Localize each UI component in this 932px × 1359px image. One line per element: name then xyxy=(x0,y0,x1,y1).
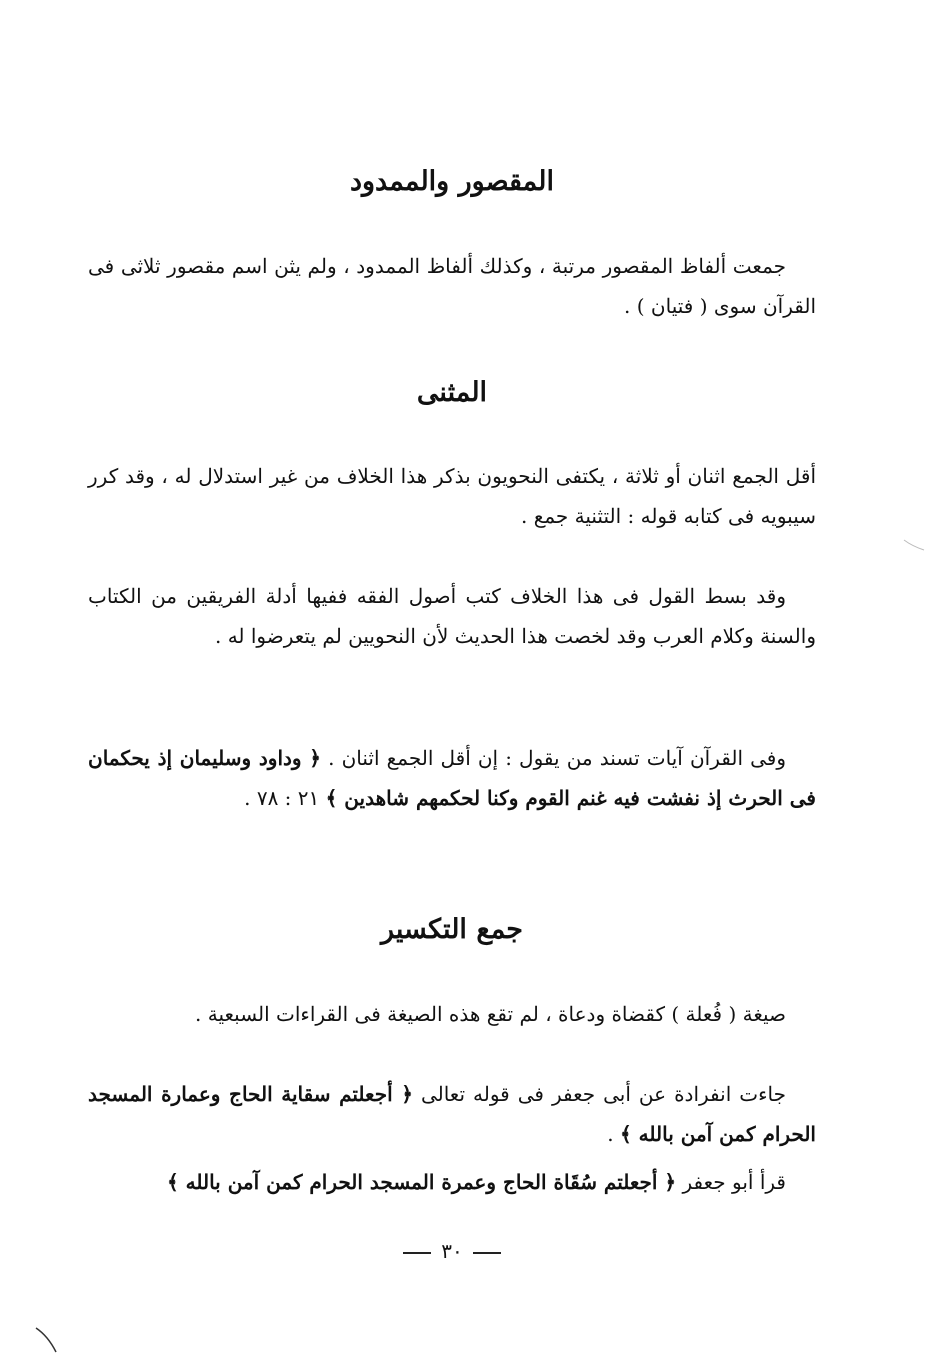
paragraph-reading xyxy=(88,1162,816,1202)
verse-intro: وفى القرآن آيات تسند من يقول : إن أقل الجمع اثنان . xyxy=(328,746,786,770)
section-title-muthanna: المثنى xyxy=(416,377,488,408)
reading-verse: ﴿ أجعلتم سُقَاة الحاج وعمرة المسجد الحرام كمن آمن بالله ﴾ xyxy=(166,1170,677,1194)
reading-intro: قرأ أبو جعفر xyxy=(682,1170,786,1194)
quran-verse: ﴿ أجعلتم سقاية الحاج وعمارة المسجد الحرام كمن آمن بالله ﴾ xyxy=(88,1082,816,1146)
paragraph-taksir-verse xyxy=(88,1074,816,1154)
paragraph-maqsur: جمعت ألفاظ المقصور مرتبة ، وكذلك ألفاظ الممدود ، ولم يثن اسم مقصور ثلاثى فى القرآن سوى ( فتيان ) . xyxy=(88,254,816,318)
verse-intro: جاءت انفرادة عن أبى جعفر فى قوله تعالى xyxy=(420,1082,786,1106)
paragraph-muthanna-2: وقد بسط القول فى هذا الخلاف كتب أصول الفقه ففيها أدلة الفريقين من الكتاب والسنة وكلام العرب وقد لخصت هذا الحديث لأن النحويين لم يتعرضوا له . xyxy=(88,584,816,648)
section-title-jam-taksir: جمع التكسير xyxy=(381,914,523,945)
section-title-maqsur-mamdud: المقصور والممدود xyxy=(349,166,555,197)
book-page xyxy=(88,0,816,1359)
page-number-value: ٣٠ xyxy=(441,1239,463,1263)
corner-mark xyxy=(34,1326,60,1354)
verse-end: . xyxy=(607,1122,614,1146)
paragraph-muthanna-verse xyxy=(88,738,816,818)
dash-left xyxy=(403,1252,431,1254)
dash-right xyxy=(473,1252,501,1254)
quran-verse: ﴿ وداود وسليمان إذ يحكمان فى الحرث إذ نفشت فيه غنم القوم وكنا لحكمهم شاهدين ﴾ xyxy=(88,746,816,810)
verse-reference: ٢١ : ٧٨ . xyxy=(244,786,320,810)
margin-mark xyxy=(902,538,926,552)
paragraph-muthanna-1: أقل الجمع اثنان أو ثلاثة ، يكتفى النحويون بذكر هذا الخلاف من غير استدلال له ، وقد كرر سيبويه فى كتابه قوله : التثنية جمع . xyxy=(88,464,816,528)
page-number xyxy=(88,1236,816,1266)
paragraph-taksir-1: صيغة ( فُعلة ) كقضاة ودعاة ، لم تقع هذه الصيغة فى القراءات السبعية . xyxy=(195,1002,786,1026)
